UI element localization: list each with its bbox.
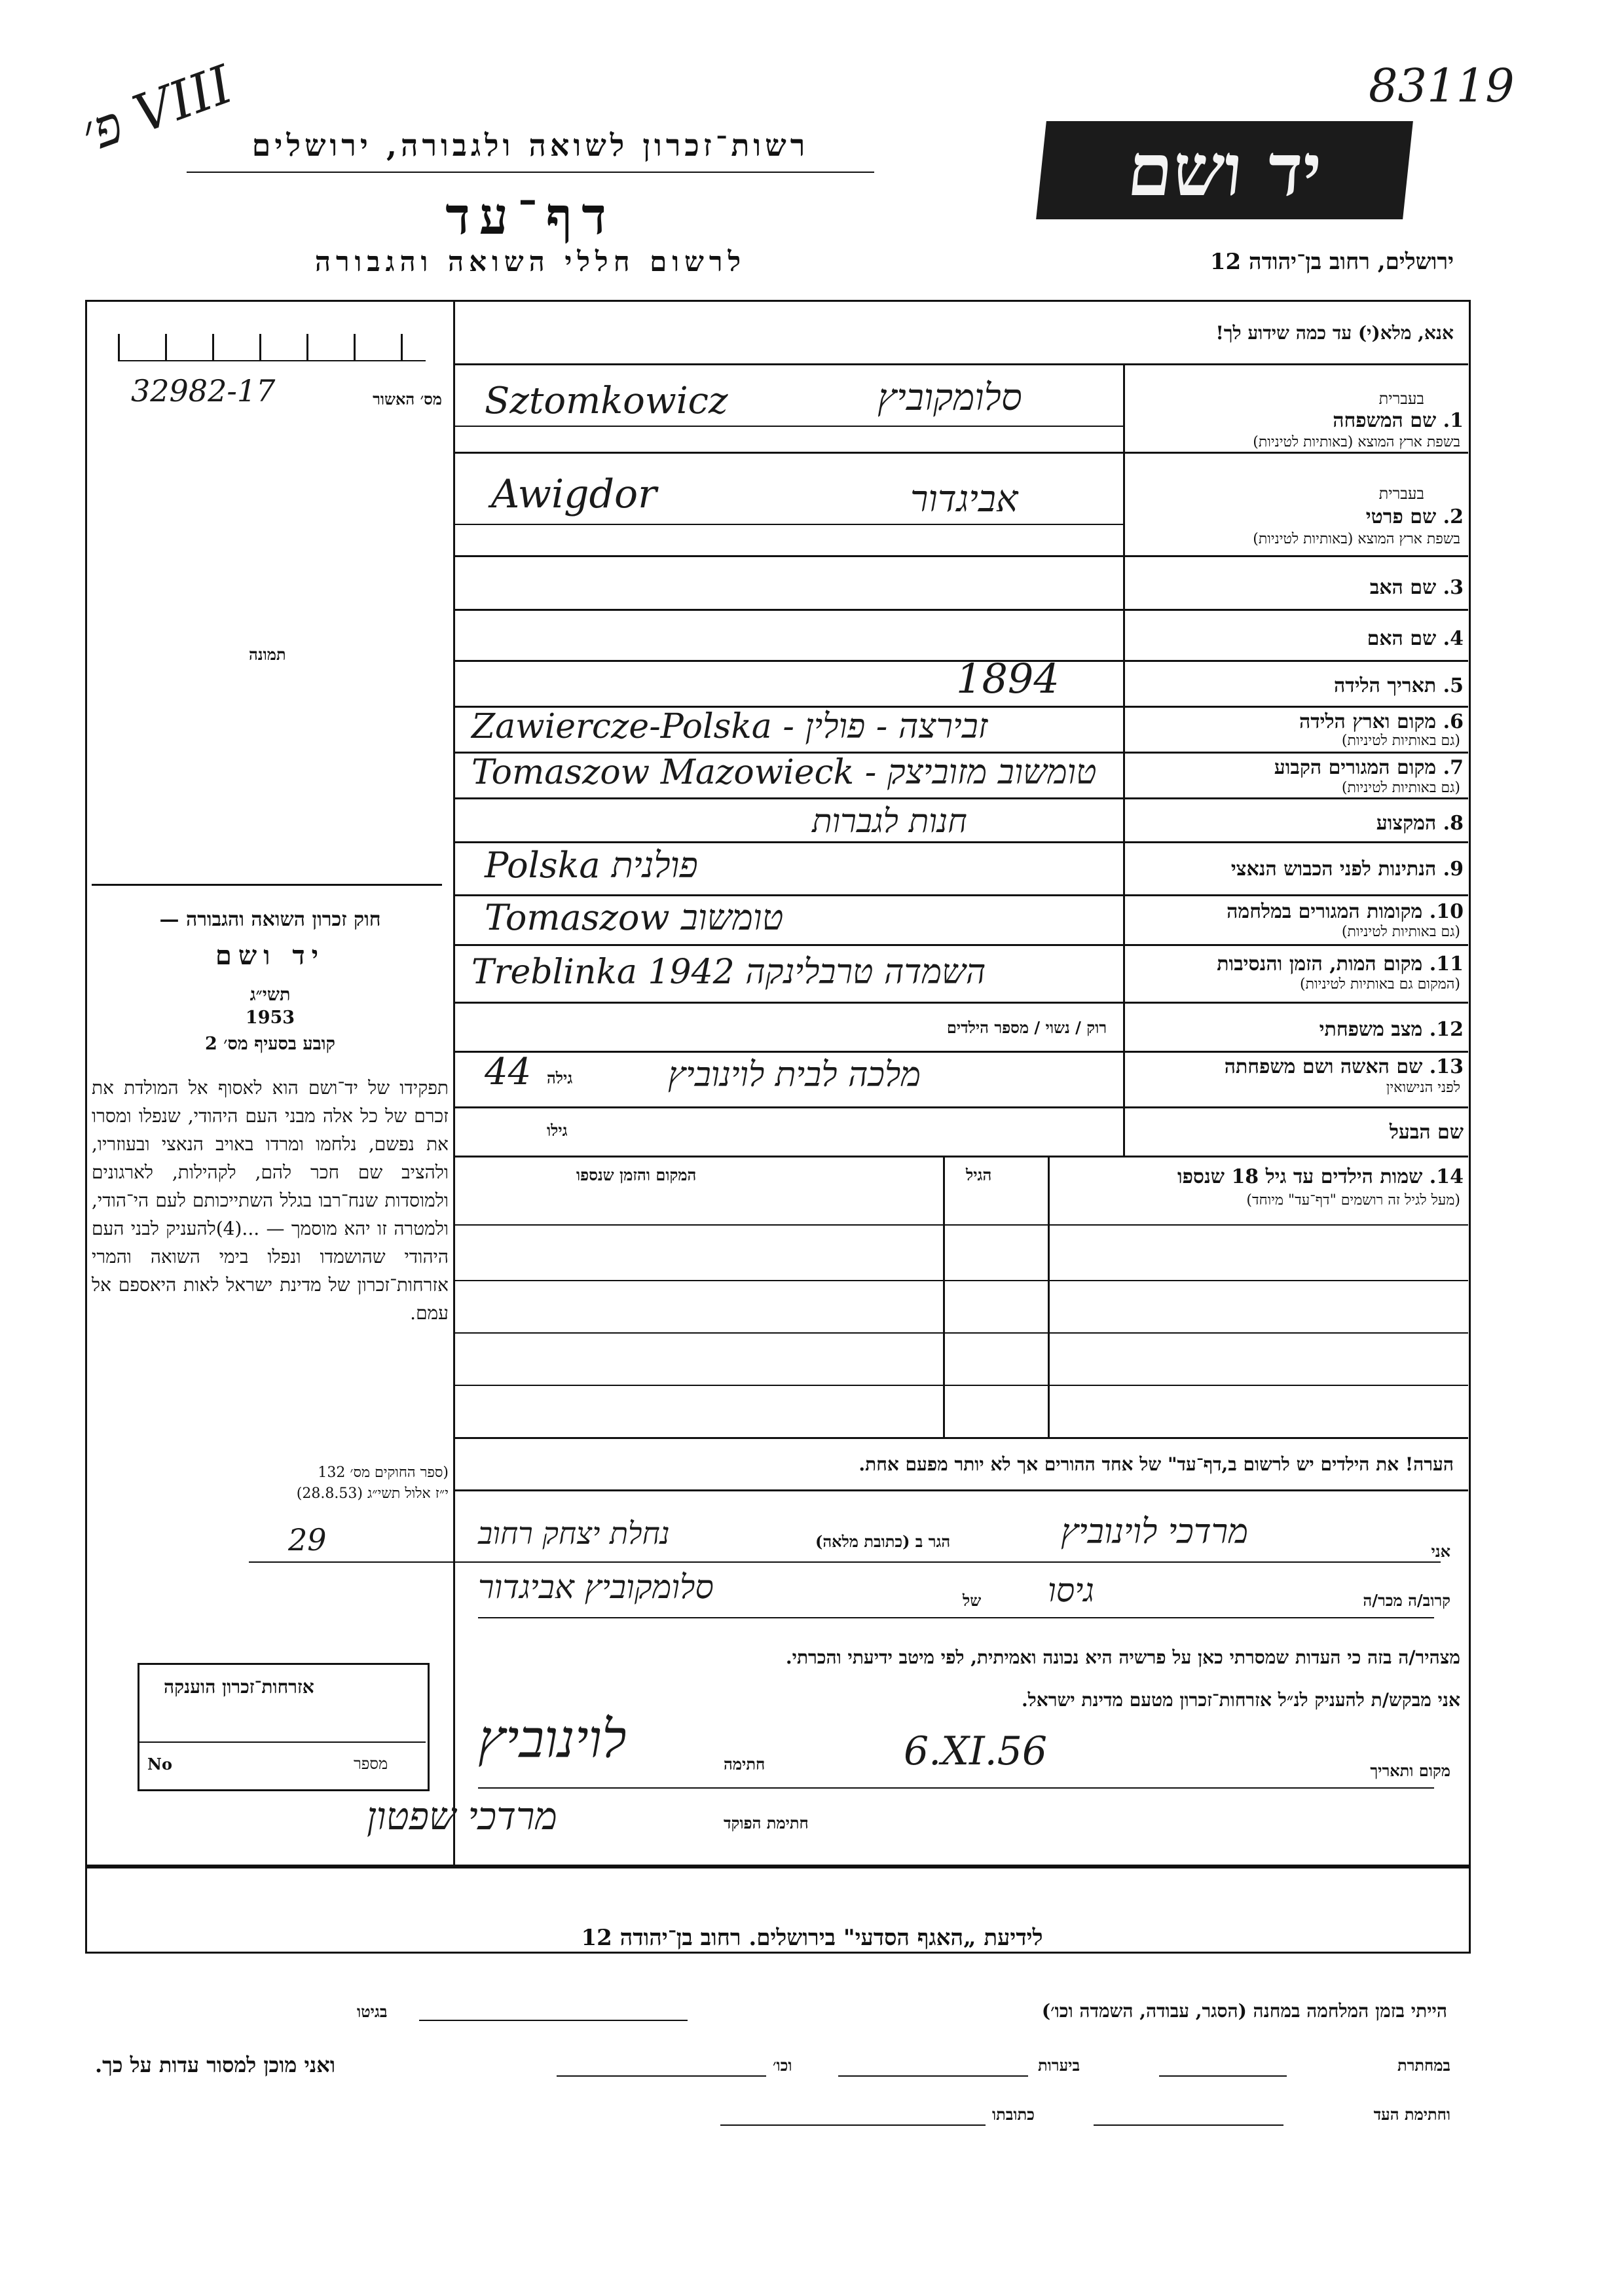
children-note: הערה! את הילדים יש לרשום ב,דף־עד" של אחד ההורים אך לא יותר מפעם אחת. bbox=[858, 1453, 1454, 1475]
law-title: חוק זכרון השואה והגבורה — bbox=[159, 908, 381, 931]
field-11-sub: (המקום גם באותיות לטיניות) bbox=[1300, 976, 1460, 993]
marital-status-options: רוק / נשוי / מספר הילדים bbox=[946, 1018, 1107, 1037]
field-6-sub: (גם באותיות לטיניות) bbox=[1341, 733, 1460, 749]
of-label: של bbox=[963, 1591, 982, 1610]
surname-latin[interactable]: Sztomkowicz bbox=[485, 380, 728, 422]
law-name: יד ושם bbox=[215, 940, 325, 971]
resident-label: הגר ב (כתובת מלאה) bbox=[815, 1532, 951, 1551]
field-5-label: 5. תאריך הלידה bbox=[1334, 674, 1464, 697]
law-body: תפקידו של יד־ושם הוא לאסוף אל המולדת את זכרם של כל אלה מבני העם היהודי, שנפלו ומסרו את נפשם, נלחמו ומרדו באויב הנאצי ובעוזריו, ולהציב שם חכר להם, לקהילות, לארגונים ולמוסדות שנח־רבו בגלל השתייכותם לעם הי־הודי, ולמטרה זו יהא מוסמך — ...(4)להעניק לבני העם היהודי שהושמדו ונפלו בימי השואה והמרי אזרחות־זכרון של מדינת ישראל לאות היאספם אל עמם. bbox=[92, 1077, 449, 1324]
of-value[interactable]: סלומקוביץ אביגדור bbox=[478, 1568, 714, 1606]
field-4-label: 4. שם האם bbox=[1367, 627, 1464, 650]
record-number-boxes bbox=[118, 334, 426, 361]
organization-name: רשות־זכרון לשואה ולגבורה, ירושלים bbox=[251, 128, 809, 163]
field-13-sub: לפני הנישואין bbox=[1386, 1080, 1460, 1096]
heb-tag-1: בעברית bbox=[1378, 390, 1424, 408]
street-number[interactable]: 29 bbox=[288, 1522, 327, 1558]
children-place-col: המקום והזמן שנספו bbox=[576, 1165, 697, 1184]
wife-age-label: גילה bbox=[547, 1068, 573, 1087]
children-age-col: הגיל bbox=[966, 1165, 992, 1184]
death-place-value[interactable]: Treblinka 1942 השמדה טרבלינקה bbox=[471, 953, 986, 992]
law-source-1: (ספר החוקים מס׳ 132 bbox=[318, 1465, 449, 1481]
form-title: דף־עד bbox=[445, 187, 616, 246]
field-13-label: 13. שם האשה ושם משפחתה bbox=[1224, 1055, 1464, 1078]
footer-heading: לידיעת „האגף הסדעי" בירושלים. רחוב בן־יהודה 12 bbox=[581, 1925, 1043, 1951]
law-year: תשי״ג bbox=[249, 985, 291, 1005]
wife-name-value[interactable]: מלכה לבית לוינוביץ bbox=[668, 1055, 921, 1095]
field-14-sub: (מעל לגיל זה רושמים "דף־עד" מיוחד) bbox=[1246, 1192, 1460, 1209]
handwritten-archive-number: 83119 bbox=[1369, 59, 1515, 113]
birth-date-value[interactable]: 1894 bbox=[956, 655, 1060, 702]
husband-name-label: שם הבעל bbox=[1389, 1121, 1464, 1144]
law-clause: קובע בסעיף מס׳ 2 bbox=[205, 1034, 335, 1054]
form-subtitle: לרשום חללי השואה והגבורה bbox=[314, 246, 747, 278]
yad-vashem-logo: יד ושם bbox=[1036, 121, 1413, 219]
heb-tag-2: בעברית bbox=[1378, 484, 1424, 503]
declarant-label: אני bbox=[1431, 1542, 1450, 1561]
officer-label: חתימת הפוקד bbox=[724, 1813, 809, 1832]
field-6-label: 6. מקום וארץ הלידה bbox=[1299, 710, 1464, 733]
law-year-num: 1953 bbox=[245, 1008, 295, 1028]
handwritten-file-mark: פ׳ VIII bbox=[73, 54, 240, 164]
profession-value[interactable]: חנות לגברות bbox=[812, 802, 967, 840]
footer-witness-address: כתובתו bbox=[992, 2105, 1035, 2124]
statement-2: אני מבקש/ת להעניק לנ״ל אזרחות־זכרון מטעם מדינת ישראל. bbox=[1021, 1689, 1460, 1711]
resident-value[interactable]: נחלת יצחק רחוב bbox=[478, 1516, 670, 1551]
firstname-hebrew[interactable]: אביגדור bbox=[910, 478, 1018, 520]
birth-place-value[interactable]: Zawiercze-Polska - זבירצה - פולין bbox=[471, 707, 988, 746]
field-9-label: 9. הנתינות לפני הכבוש הנאצי bbox=[1230, 858, 1464, 881]
declarant-name[interactable]: מרדכי לוינוביץ bbox=[1061, 1512, 1249, 1552]
footer-ready: ואני מוכן למסור עדות על כך. bbox=[95, 2052, 336, 2077]
field-10-sub: (גם באותיות לטיניות) bbox=[1341, 924, 1460, 940]
record-number-label: מס׳ האשור bbox=[373, 390, 442, 409]
nationality-value[interactable]: Polska פולנית bbox=[485, 845, 698, 886]
field-14-label: 14. שמות הילדים עד גיל 18 שנספו bbox=[1177, 1165, 1464, 1188]
war-residence-value[interactable]: Tomaszow טומשוב bbox=[485, 897, 784, 938]
address: ירושלים, רחוב בן־יהודה 12 bbox=[1209, 249, 1454, 275]
intro-instruction: אנא, מלא(י) עד כמה שידוע לך! bbox=[1215, 322, 1454, 344]
footer-etc: וכו׳ bbox=[773, 2056, 792, 2075]
field-12-label: 12. מצב משפחתי bbox=[1319, 1018, 1464, 1041]
place-date-value[interactable]: 6.XI.56 bbox=[904, 1728, 1048, 1774]
officer-signature[interactable]: מרדכי שפטון bbox=[367, 1794, 557, 1838]
law-source-2: י״ז אלול תשי״ג (28.8.53) bbox=[296, 1485, 449, 1502]
field-3-label: 3. שם האב bbox=[1369, 576, 1464, 599]
relation-label: קרוב/ה מכר/ה bbox=[1363, 1591, 1450, 1610]
certificate-no: No bbox=[147, 1755, 172, 1774]
statement-1: מצהיר/ה בזה כי העדות שמסרתי כאן על פרשיה היא נכונה ואמיתית, לפי מיטב ידיעתי והכרתי. bbox=[785, 1647, 1460, 1668]
footer-witness-signature: וחתימת העד bbox=[1373, 2105, 1450, 2124]
firstname-latin[interactable]: Awigdor bbox=[491, 471, 657, 517]
relation-value[interactable]: גיסו bbox=[1048, 1571, 1094, 1609]
residence-value[interactable]: Tomaszow Mazowieck - טומשוב מזוביצק bbox=[471, 753, 1097, 792]
signature-label: חתימה bbox=[724, 1755, 766, 1774]
footer-ghetto-label: בגיטו bbox=[357, 2002, 388, 2021]
footer-forests: ביערות bbox=[1038, 2056, 1080, 2075]
field-7-sub: (גם באותיות לטיניות) bbox=[1341, 780, 1460, 796]
certificate-num-label: מספר bbox=[354, 1755, 388, 1773]
field-2-label: 2. שם פרטי bbox=[1365, 505, 1464, 528]
record-number-value[interactable]: 32982-17 bbox=[131, 373, 276, 409]
field-1-label: 1. שם המשפחה bbox=[1333, 409, 1464, 432]
field-8-label: 8. המקצוע bbox=[1376, 812, 1464, 835]
field-2-sub: בשפת ארץ המוצא (באותיות לטיניות) bbox=[1253, 531, 1460, 547]
husband-age-label: גילו bbox=[547, 1121, 568, 1140]
certificate-title: אזרחות־זכרון הוענקה bbox=[164, 1676, 314, 1698]
signature-value[interactable]: לוינוביץ bbox=[478, 1709, 627, 1770]
footer-line-1: הייתי בזמן המלחמה במחנה (הסגר, עבודה, השמדה וכו׳) bbox=[1041, 2000, 1447, 2022]
field-1-sub: בשפת ארץ המוצא (באותיות לטיניות) bbox=[1253, 434, 1460, 450]
field-10-label: 10. מקומות המגורים במלחמה bbox=[1227, 900, 1464, 923]
field-7-label: 7. מקום המגורים הקבוע bbox=[1274, 756, 1464, 779]
photo-label: תמונה bbox=[249, 645, 286, 664]
field-11-label: 11. מקום המות, הזמן והנסיבות bbox=[1217, 953, 1464, 975]
wife-age-value[interactable]: 44 bbox=[485, 1051, 532, 1093]
footer-underground: במחתרת bbox=[1397, 2056, 1450, 2075]
surname-hebrew[interactable]: סלומקוביץ bbox=[877, 376, 1022, 419]
place-date-label: מקום ותאריך bbox=[1370, 1761, 1450, 1780]
